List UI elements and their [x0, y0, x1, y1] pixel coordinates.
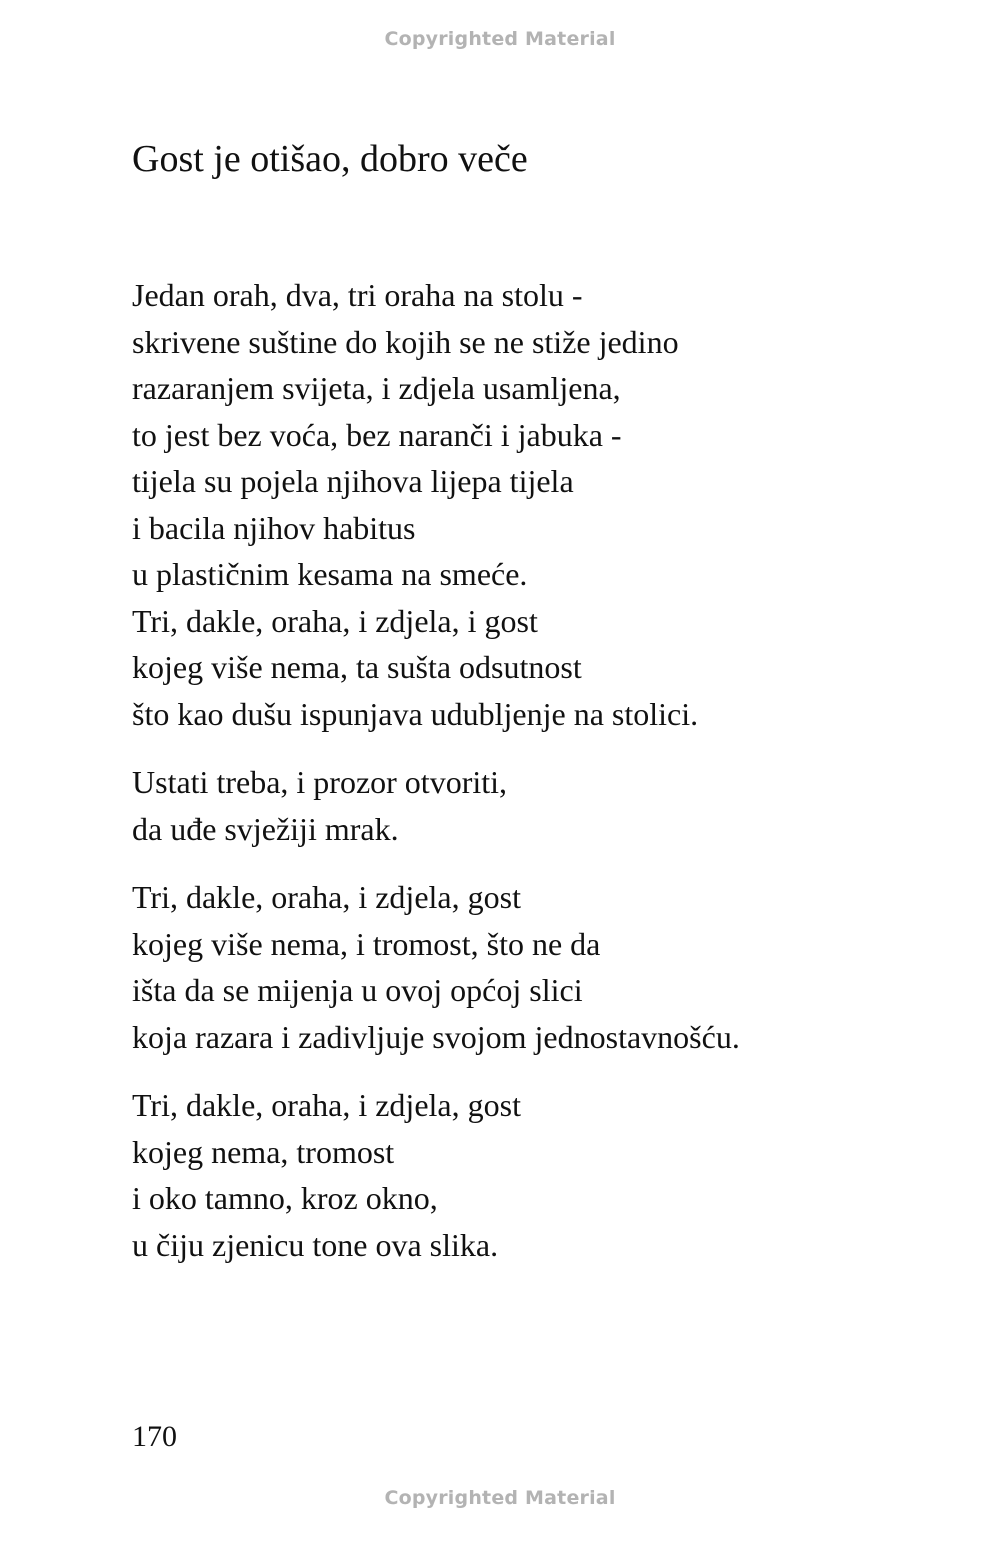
poem-line: u čiju zjenicu tone ova slika.	[132, 1226, 499, 1263]
poem-line: kojeg više nema, i tromost, što ne da	[132, 925, 601, 962]
poem-line: da uđe svježiji mrak.	[132, 810, 399, 847]
poem-line: skrivene suštine do kojih se ne stiže jedino	[132, 323, 679, 360]
poem-line: kojeg više nema, ta sušta odsutnost	[132, 649, 582, 685]
page-number: 170	[132, 1420, 177, 1453]
poem-line: Tri, dakle, oraha, i zdjela, gost	[132, 1087, 521, 1123]
poem-line: što kao dušu ispunjava udubljenje na stolici.	[132, 695, 699, 732]
poem-line: razaranjem svijeta, i zdjela usamljena,	[132, 370, 621, 406]
poem-line: Ustati treba, i prozor otvoriti,	[132, 764, 508, 800]
poem-line: i oko tamno, kroz okno,	[132, 1180, 438, 1216]
poem-title: Gost je otišao, dobro veče	[132, 138, 528, 180]
poem-line: išta da se mijenja u ovoj općoj slici	[132, 972, 583, 1008]
stanza-2	[132, 759, 952, 852]
poem-line: Tri, dakle, oraha, i zdjela, gost	[132, 879, 521, 915]
stanza-4	[132, 1082, 952, 1268]
poem-line: tijela su pojela njihova lijepa tijela	[132, 463, 574, 499]
poem-line: i bacila njihov habitus	[132, 509, 416, 546]
copyright-watermark-top: Copyrighted Material	[384, 28, 616, 50]
poem-body	[132, 272, 952, 1290]
stanza-3	[132, 874, 952, 1060]
stanza-1	[132, 272, 952, 737]
poem-line: Jedan orah, dva, tri oraha na stolu -	[132, 277, 583, 313]
poem-line: to jest bez voća, bez naranči i jabuka -	[132, 416, 622, 453]
poem-line: Tri, dakle, oraha, i zdjela, i gost	[132, 602, 538, 639]
poem-line: kojeg nema, tromost	[132, 1133, 395, 1170]
copyright-watermark-bottom: Copyrighted Material	[384, 1487, 616, 1509]
poem-line: koja razara i zadivljuje svojom jednostavnošću.	[132, 1018, 740, 1055]
poem-line: u plastičnim kesama na smeće.	[132, 556, 528, 592]
